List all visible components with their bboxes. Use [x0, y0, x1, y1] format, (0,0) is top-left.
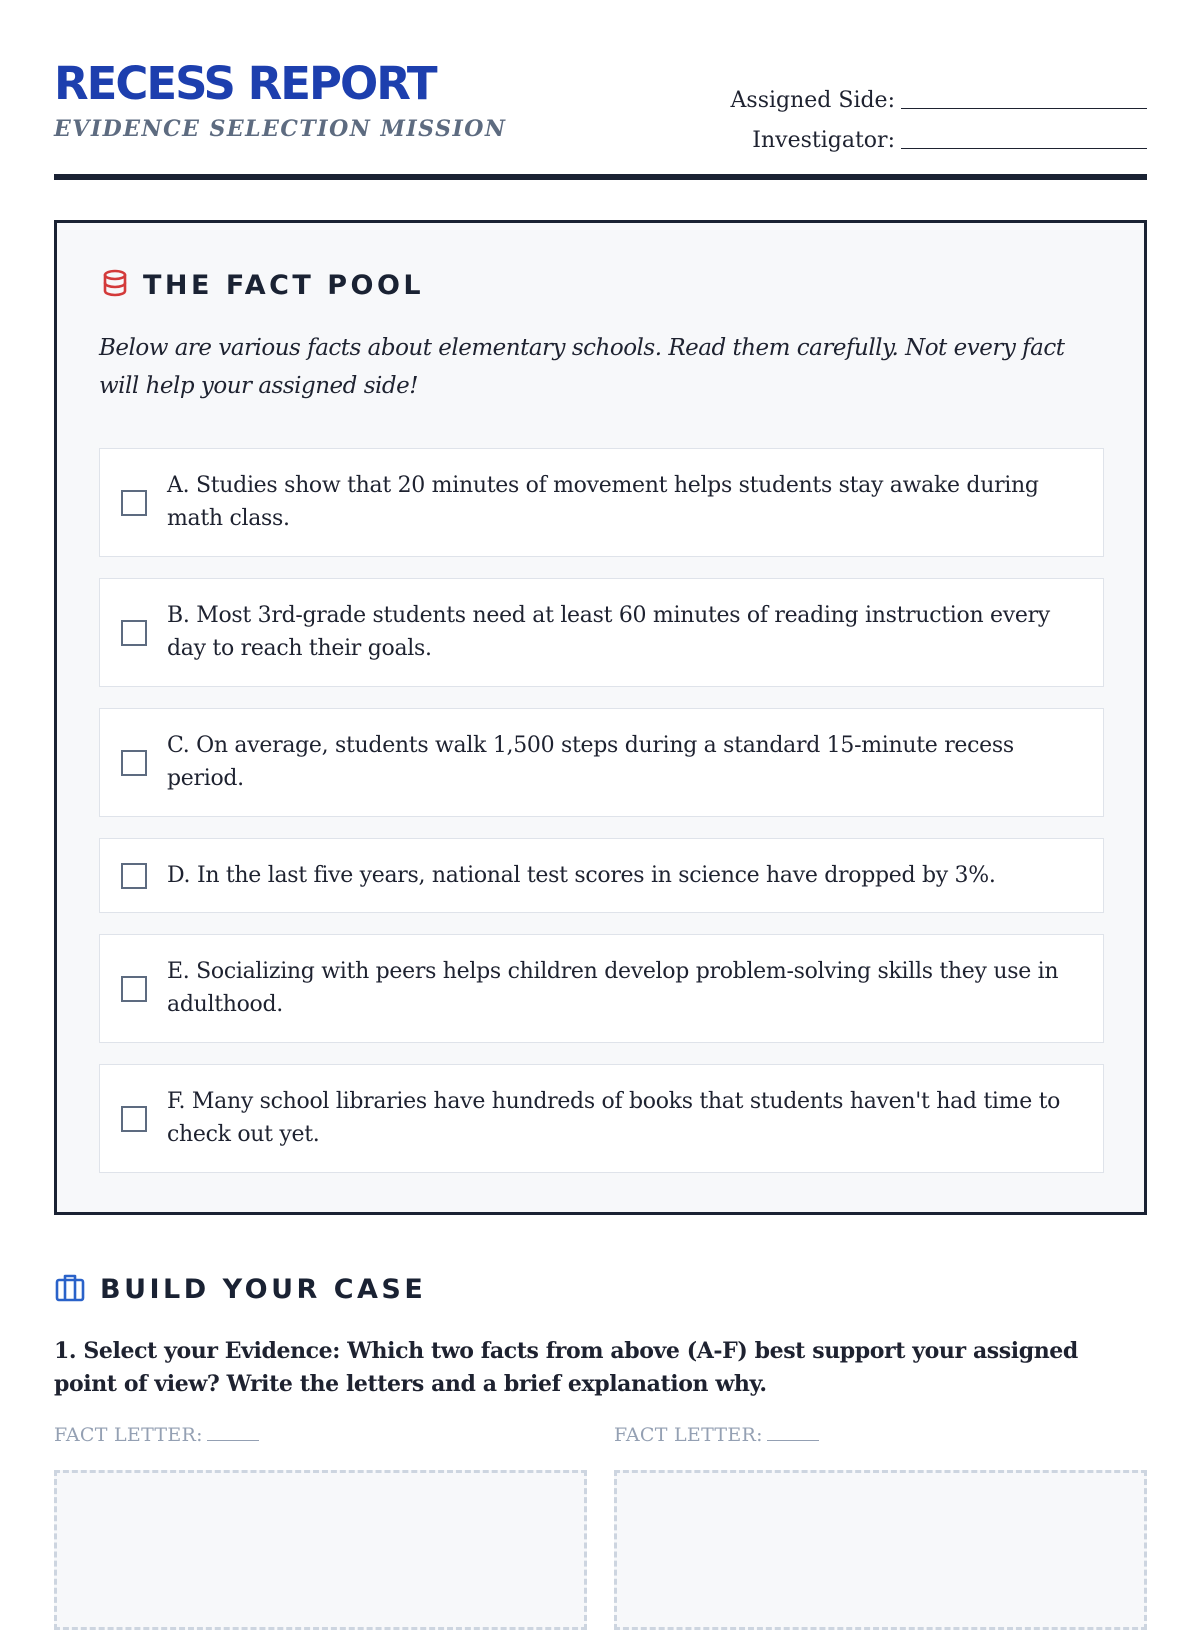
- database-icon: [99, 267, 131, 303]
- investigator-label: Investigator:: [752, 128, 895, 153]
- fact-item-e[interactable]: [99, 934, 1104, 1043]
- investigator-blank[interactable]: [901, 148, 1147, 149]
- fact-text-e: E. Socializing with peers helps children develop problem-solving skills they use in adulthood.: [167, 959, 1059, 1017]
- fact-pool-title: THE FACT POOL: [143, 269, 425, 301]
- fact-text-f: F. Many school libraries have hundreds of books that students haven't had time to check out yet.: [167, 1089, 1061, 1147]
- briefcase-icon: [54, 1271, 86, 1307]
- fact-checkbox-b[interactable]: [121, 620, 147, 646]
- assigned-side-label: Assigned Side:: [730, 88, 895, 113]
- fact-item-d[interactable]: [99, 838, 1104, 913]
- fact-letter-blank-2[interactable]: [767, 1440, 819, 1441]
- investigator-row: [731, 114, 1147, 154]
- fact-pool-panel: [54, 220, 1147, 1215]
- fact-letter-label-2: FACT LETTER:: [614, 1424, 763, 1446]
- fact-text-d: D. In the last five years, national test scores in science have dropped by 3%.: [167, 863, 996, 888]
- assigned-side-row: [731, 74, 1147, 114]
- fact-item-f[interactable]: [99, 1064, 1104, 1173]
- fact-text-b: B. Most 3rd-grade students need at least 60 minutes of reading instruction every day to reach their goals.: [167, 603, 1050, 661]
- fact-checkbox-a[interactable]: [121, 490, 147, 516]
- fact-checkbox-c[interactable]: [121, 750, 147, 776]
- fact-letter-blank-1[interactable]: [207, 1440, 259, 1441]
- fact-letter-field-1: [54, 1424, 587, 1446]
- header-divider: [54, 174, 1147, 180]
- page-title: RECESS REPORT: [54, 57, 436, 110]
- fact-checkbox-e[interactable]: [121, 976, 147, 1002]
- fact-pool-heading: [99, 267, 424, 303]
- fact-letter-label-1: FACT LETTER:: [54, 1424, 203, 1446]
- explanation-box-1[interactable]: [54, 1470, 587, 1630]
- fact-pool-intro: Below are various facts about elementary schools. Read them carefully. Not every fact will help your assigned side!: [99, 335, 1065, 399]
- fact-checkbox-f[interactable]: [121, 1106, 147, 1132]
- fact-text-a: A. Studies show that 20 minutes of movement helps students stay awake during math class.: [167, 473, 1039, 531]
- fact-item-a[interactable]: [99, 448, 1104, 557]
- build-case-title: BUILD YOUR CASE: [100, 1273, 427, 1305]
- evidence-question: 1. Select your Evidence: Which two facts from above (A-F) best support your assigned point of view? Write the letters and a brief explanation why.: [54, 1338, 1078, 1397]
- header-meta: [731, 74, 1147, 154]
- fact-checkbox-d[interactable]: [121, 863, 147, 889]
- page-subtitle: EVIDENCE SELECTION MISSION: [54, 116, 507, 142]
- fact-item-c[interactable]: [99, 708, 1104, 817]
- fact-text-c: C. On average, students walk 1,500 steps during a standard 15-minute recess period.: [167, 733, 1014, 791]
- build-case-heading: [54, 1271, 426, 1307]
- assigned-side-blank[interactable]: [901, 108, 1147, 109]
- fact-letter-field-2: [614, 1424, 1147, 1446]
- header: [54, 56, 1147, 180]
- explanation-box-2[interactable]: [614, 1470, 1147, 1630]
- fact-list: [99, 448, 1104, 1194]
- fact-item-b[interactable]: [99, 578, 1104, 687]
